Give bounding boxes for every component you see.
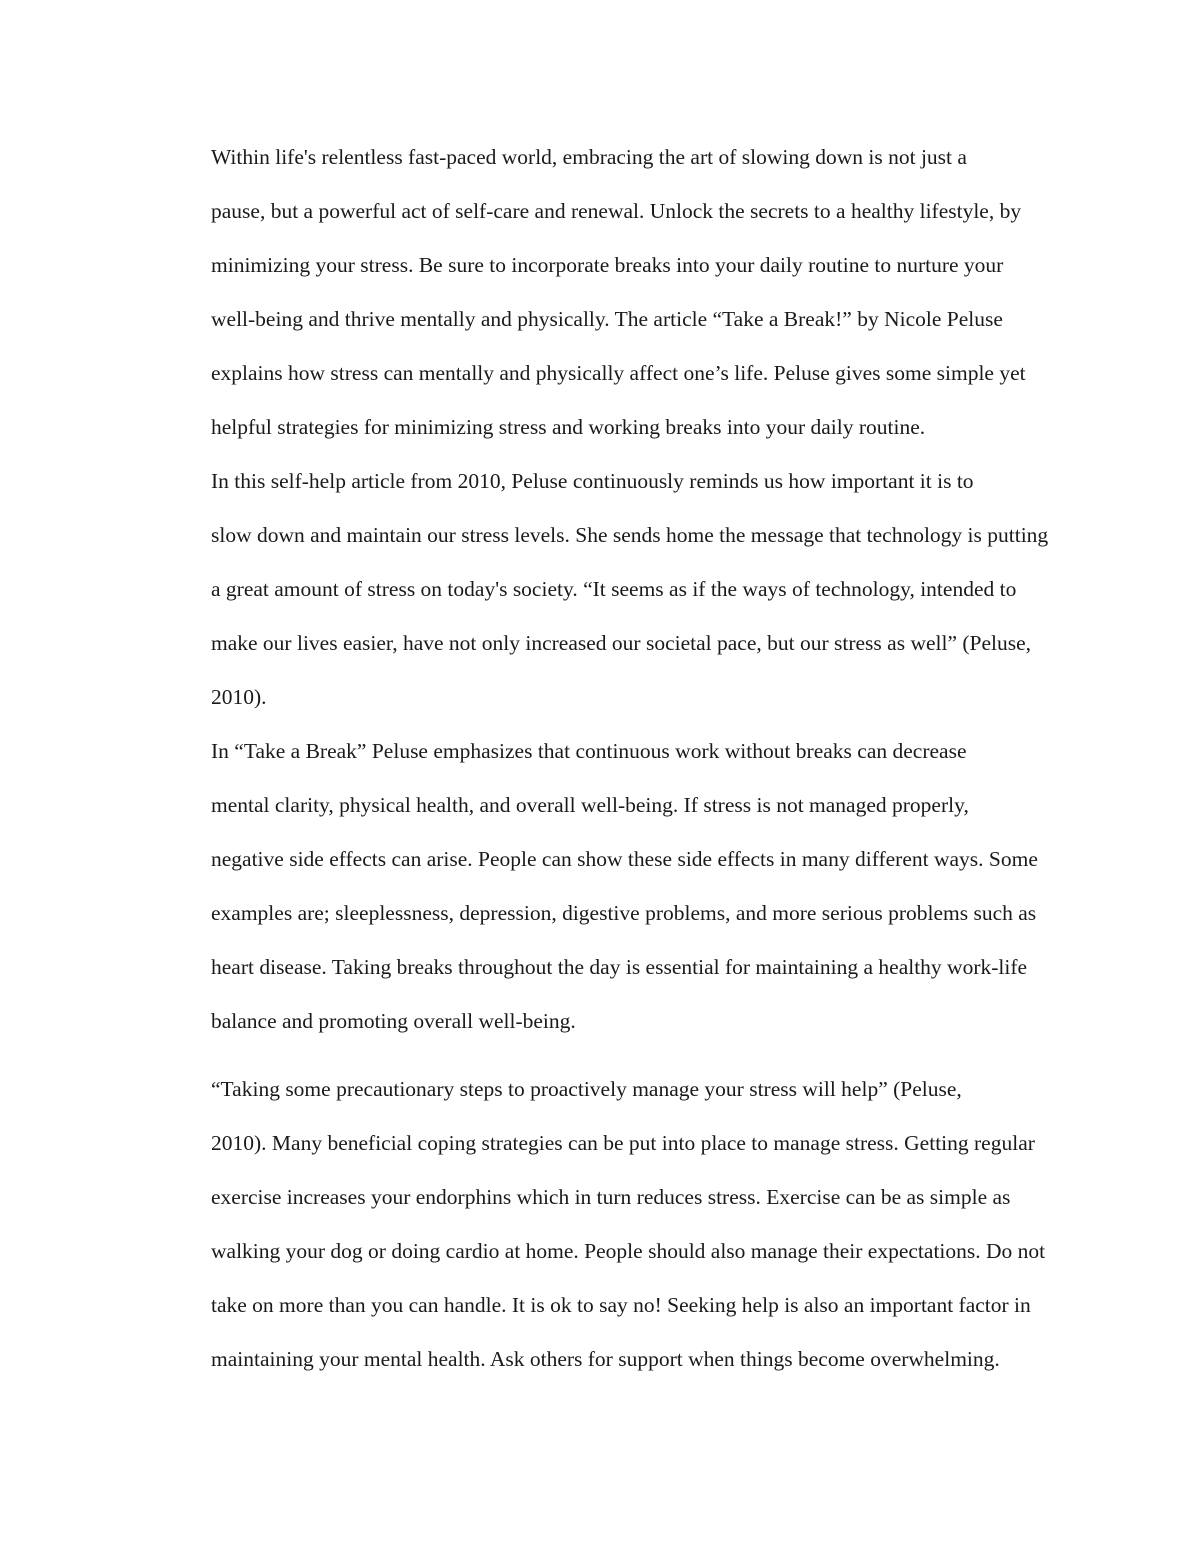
- document-body: [141, 130, 1061, 1386]
- text-line: make our lives easier, have not only increased our societal pace, but our stress as well” (Peluse,: [211, 631, 1032, 655]
- paragraph-1: [141, 130, 1061, 454]
- text-line: explains how stress can mentally and physically affect one’s life. Peluse gives some simple yet: [211, 361, 1026, 385]
- text-line: balance and promoting overall well-being.: [211, 1009, 576, 1033]
- text-line: exercise increases your endorphins which in turn reduces stress. Exercise can be as simple as: [211, 1185, 1011, 1209]
- paragraph-4: [141, 1062, 1061, 1386]
- text-line: helpful strategies for minimizing stress and working breaks into your daily routine.: [211, 415, 926, 439]
- text-line: In “Take a Break” Peluse emphasizes that continuous work without breaks can decrease: [211, 739, 967, 763]
- text-line: minimizing your stress. Be sure to incorporate breaks into your daily routine to nurture your: [211, 253, 1004, 277]
- text-line: 2010). Many beneficial coping strategies can be put into place to manage stress. Getting regular: [211, 1131, 1035, 1155]
- text-line: Within life's relentless fast-paced world, embracing the art of slowing down is not just a: [211, 145, 967, 169]
- text-line: “Taking some precautionary steps to proactively manage your stress will help” (Peluse,: [211, 1077, 962, 1101]
- text-line: heart disease. Taking breaks throughout the day is essential for maintaining a healthy work-life: [211, 955, 1028, 979]
- text-line: pause, but a powerful act of self-care and renewal. Unlock the secrets to a healthy lifestyle, by: [211, 199, 1022, 223]
- text-line: take on more than you can handle. It is ok to say no! Seeking help is also an important factor in: [211, 1293, 1031, 1317]
- text-line: slow down and maintain our stress levels. She sends home the message that technology is putting: [211, 523, 1049, 547]
- text-line: well-being and thrive mentally and physically. The article “Take a Break!” by Nicole Peluse: [211, 307, 1003, 331]
- text-line: walking your dog or doing cardio at home. People should also manage their expectations. Do not: [211, 1239, 1046, 1263]
- text-line: maintaining your mental health. Ask others for support when things become overwhelming.: [211, 1347, 1000, 1371]
- text-line: examples are; sleeplessness, depression, digestive problems, and more serious problems such as: [211, 901, 1037, 925]
- text-line: negative side effects can arise. People can show these side effects in many different ways. Some: [211, 847, 1038, 871]
- paragraph-2: [141, 454, 1061, 724]
- paragraph-3: [141, 724, 1061, 1048]
- text-line: mental clarity, physical health, and overall well-being. If stress is not managed properly,: [211, 793, 969, 817]
- text-line: 2010).: [211, 685, 267, 709]
- text-line: In this self-help article from 2010, Peluse continuously reminds us how important it is to: [211, 469, 974, 493]
- text-line: a great amount of stress on today's society. “It seems as if the ways of technology, intended to: [211, 577, 1017, 601]
